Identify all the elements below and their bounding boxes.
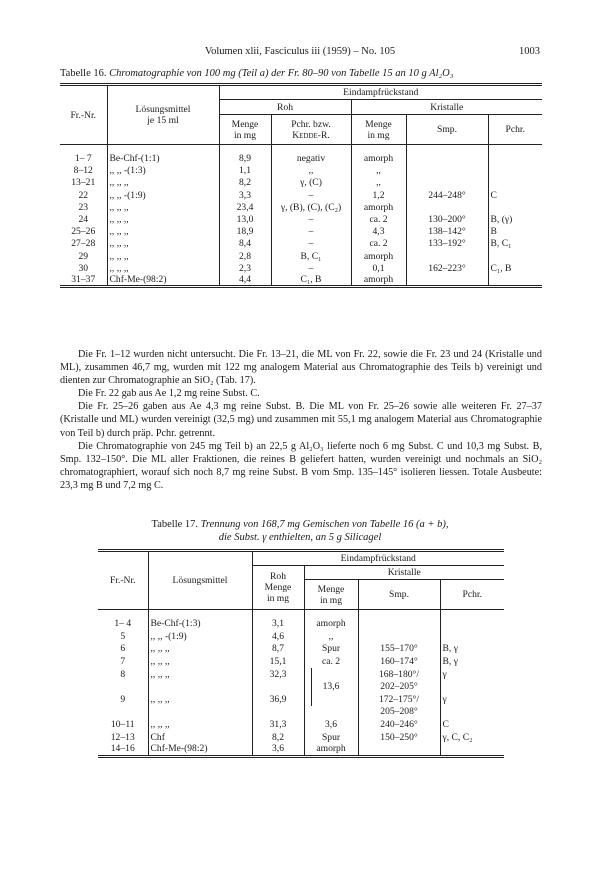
cell-pchr bbox=[488, 201, 542, 213]
t17-header-residue: Eindampfrückstand bbox=[252, 551, 504, 566]
cell-pchr bbox=[440, 743, 504, 756]
cell-fr: 25–26 bbox=[71, 226, 96, 238]
cell-smp: 138–142° bbox=[406, 226, 488, 238]
cell-pchr: C bbox=[440, 718, 504, 731]
cell-pchr bbox=[488, 177, 542, 189]
cell-fr: 14–16 bbox=[98, 743, 148, 756]
paragraph-1: Die Fr. 1–12 wurden nicht untersucht. Die Fr. 13–21, die ML von Fr. 22, sowie die Fr. 23 und 24 (Kristalle und ML), zusammen 46,7 mg, wurden mit 122 mg analogem Material aus Chromatographie des Teils b) vereinigt und dienten zur Chromatographie an SiO₂ (Tab. 17). bbox=[60, 349, 542, 387]
cell-solvent: ,, ,, ,, bbox=[107, 226, 219, 238]
cell-kedde: – bbox=[271, 213, 351, 225]
t16-header-fr: Fr.-Nr. bbox=[60, 85, 107, 145]
table-row bbox=[98, 706, 504, 719]
cell-fr bbox=[98, 706, 148, 719]
table-row bbox=[60, 213, 542, 225]
cell-fr: 10–11 bbox=[110, 719, 135, 731]
cell-kedde: negativ bbox=[271, 153, 351, 165]
cell-roh: 3,6 bbox=[252, 743, 304, 756]
cell-solvent: ,, ,, -(1:3) bbox=[107, 165, 219, 177]
cell-roh-menge: 8,9 bbox=[219, 153, 271, 165]
cell-kristall-menge: 0,1 bbox=[351, 262, 406, 274]
t17-header-fr: Fr.-Nr. bbox=[98, 551, 148, 610]
cell-kedde: B, C₁ bbox=[271, 250, 351, 262]
cell-kedde: ,, bbox=[271, 165, 351, 177]
cell-solvent: ,, ,, ,, bbox=[107, 238, 219, 250]
table16-caption-prefix: Tabelle 16. bbox=[60, 68, 107, 79]
t17-header-kristalle: Kristalle bbox=[304, 566, 504, 580]
cell-roh: 31,3 bbox=[252, 718, 304, 731]
cell-kristall-menge: amorph bbox=[304, 743, 358, 756]
running-header bbox=[60, 46, 540, 60]
table17 bbox=[98, 549, 504, 758]
table17-caption-prefix: Tabelle 17. bbox=[151, 519, 199, 530]
cell-solvent: Be-Chf-(1:3) bbox=[148, 618, 252, 631]
cell-smp: 162–223° bbox=[406, 262, 488, 274]
page-number: 1003 bbox=[519, 46, 540, 57]
t16-header-smp: Smp. bbox=[406, 115, 488, 145]
cell-smp: 133–192° bbox=[406, 238, 488, 250]
t17-header-roh bbox=[252, 566, 304, 610]
cell-smp bbox=[406, 201, 488, 213]
t16-header-pchr: Pchr. bbox=[488, 115, 542, 145]
paragraph-2: Die Fr. 22 gab aus Ae 1,2 mg reine Subst. C. bbox=[78, 388, 260, 400]
cell-roh-menge: 2,3 bbox=[219, 262, 271, 274]
cell-pchr: γ bbox=[440, 668, 504, 681]
cell-roh: 8,7 bbox=[252, 643, 304, 656]
cell-kristall-menge: 13,6 bbox=[304, 680, 358, 693]
table-row bbox=[98, 680, 504, 693]
cell-fr: 27–28 bbox=[71, 238, 96, 250]
t16-header-kristalle: Kristalle bbox=[351, 100, 542, 115]
cell-smp: 240–246° bbox=[358, 718, 440, 731]
cell-pchr bbox=[440, 680, 504, 693]
cell-pchr: B, (γ) bbox=[488, 213, 542, 225]
table-row bbox=[60, 274, 542, 287]
cell-kristall-menge bbox=[304, 693, 358, 706]
cell-fr: 6 bbox=[120, 643, 126, 655]
table-row bbox=[60, 262, 542, 274]
cell-roh-menge: 2,8 bbox=[219, 250, 271, 262]
paragraph-4: Die Chromatographie von 245 mg Teil b) an 22,5 g Al₂O₃ lieferte noch 6 mg Subst. C und 10,3 mg Subst. B, Smp. 132–150°. Die ML aller Fraktionen, die reines B geliefert hatten, wurden vereinigt und nochmals an SiO₂ chromatographiert, worauf sich noch 8,7 mg reine Subst. B vom Smp. 135–145° isolieren liessen. Totale Ausbeute: 23,3 mg B und 7,2 mg C. bbox=[60, 440, 542, 491]
cell-roh-menge: 3,3 bbox=[219, 189, 271, 201]
cell-solvent: ,, ,, -(1:9) bbox=[148, 630, 252, 643]
cell-fr: 22 bbox=[78, 189, 89, 201]
cell-smp bbox=[358, 630, 440, 643]
cell-solvent: ,, ,, ,, bbox=[107, 262, 219, 274]
cell-fr: 8 bbox=[120, 668, 126, 680]
table16-caption bbox=[60, 67, 540, 80]
cell-roh-menge: 4,4 bbox=[219, 274, 271, 287]
cell-pchr: B, γ bbox=[440, 655, 504, 668]
table17-caption-line2: die Subst. γ enthielten, an 5 g Silicagel bbox=[218, 532, 382, 543]
cell-roh-menge: 8,4 bbox=[219, 238, 271, 250]
cell-kristall-menge: ca. 2 bbox=[304, 655, 358, 668]
table17-caption-line1: Trennung von 168,7 mg Gemischen von Tabelle 16 (a + b), bbox=[200, 519, 449, 530]
cell-solvent bbox=[148, 680, 252, 693]
t17-header-menge-label: Menge bbox=[317, 583, 345, 595]
t17-header-roh-unit: in mg bbox=[266, 593, 290, 604]
t16-header-solvent bbox=[107, 85, 219, 145]
cell-fr: 1– 7 bbox=[74, 153, 92, 165]
cell-solvent: ,, ,, ,, bbox=[148, 718, 252, 731]
cell-roh: 8,2 bbox=[252, 731, 304, 744]
table-row bbox=[60, 238, 542, 250]
cell-pchr bbox=[488, 165, 542, 177]
cell-pchr: B, γ bbox=[440, 643, 504, 656]
cell-smp: 155–170° bbox=[358, 643, 440, 656]
cell-pchr bbox=[488, 250, 542, 262]
cell-kristall-menge: amorph bbox=[351, 201, 406, 213]
cell-pchr: C₁, B bbox=[488, 262, 542, 274]
table-row bbox=[60, 250, 542, 262]
cell-solvent: Chf bbox=[148, 731, 252, 744]
cell-roh: 4,6 bbox=[252, 630, 304, 643]
paragraph-3: Die Fr. 25–26 gaben aus Ae 4,3 mg reine Subst. B. Die ML von Fr. 25–26 sowie alle weiteren Fr. 27–37 (Kristalle und ML) wurden vereinigt (32,5 mg) und zusammen mit 55,1 mg analogem Material aus Chromatographie von Teil b) durch präp. Pchr. getrennt. bbox=[60, 401, 542, 439]
cell-kedde: – bbox=[271, 226, 351, 238]
cell-kristall-menge: Spur bbox=[304, 643, 358, 656]
t17-header-roh-label: Roh bbox=[270, 571, 286, 582]
cell-fr: 9 bbox=[120, 693, 126, 705]
t16-header-kedde bbox=[271, 115, 351, 145]
cell-kristall-menge: ,, bbox=[351, 165, 406, 177]
cell-roh bbox=[252, 706, 304, 719]
cell-kedde: γ, (C) bbox=[271, 177, 351, 189]
table-row bbox=[98, 643, 504, 656]
cell-kristall-menge: 3,6 bbox=[304, 718, 358, 731]
cell-solvent: ,, ,, ,, bbox=[148, 643, 252, 656]
cell-fr: 30 bbox=[78, 262, 89, 274]
table-row bbox=[60, 165, 542, 177]
journal-header: Volumen xlii, Fasciculus iii (1959) – No. 105 bbox=[204, 46, 396, 57]
cell-solvent bbox=[148, 706, 252, 719]
table-row bbox=[98, 693, 504, 706]
cell-fr: 13–21 bbox=[71, 177, 96, 189]
cell-smp: 130–200° bbox=[406, 213, 488, 225]
t17-header-menge bbox=[304, 580, 358, 610]
cell-roh: 3,1 bbox=[252, 618, 304, 631]
cell-smp: 172–175°/ bbox=[358, 693, 440, 706]
table-row bbox=[60, 226, 542, 238]
cell-kedde: C₁, B bbox=[271, 274, 351, 287]
cell-smp: 244–248° bbox=[406, 189, 488, 201]
cell-kristall-menge: ,, bbox=[351, 177, 406, 189]
t16-header-k-menge-unit: in mg bbox=[367, 129, 390, 141]
t17-header-smp: Smp. bbox=[358, 580, 440, 610]
cell-smp: 205–208° bbox=[358, 706, 440, 719]
cell-kristall-menge: ca. 2 bbox=[351, 213, 406, 225]
cell-fr: 29 bbox=[78, 250, 89, 262]
table-row bbox=[60, 201, 542, 213]
cell-kristall-menge bbox=[304, 706, 358, 719]
cell-roh: 15,1 bbox=[252, 655, 304, 668]
cell-fr bbox=[98, 680, 148, 693]
t16-header-kedde-line1: Pchr. bzw. bbox=[291, 118, 331, 130]
cell-kristall-menge: amorph bbox=[351, 250, 406, 262]
table-row bbox=[60, 189, 542, 201]
cell-smp bbox=[358, 743, 440, 756]
cell-solvent: ,, ,, -(1:9) bbox=[107, 189, 219, 201]
cell-smp bbox=[406, 250, 488, 262]
cell-roh-menge: 1,1 bbox=[219, 165, 271, 177]
cell-roh-menge: 23,4 bbox=[219, 201, 271, 213]
t17-header-solvent: Lösungsmittel bbox=[148, 551, 252, 610]
cell-kedde: – bbox=[271, 238, 351, 250]
cell-roh-menge: 13,0 bbox=[219, 213, 271, 225]
cell-fr: 24 bbox=[78, 214, 89, 226]
cell-kristall-menge: 1,2 bbox=[351, 189, 406, 201]
cell-smp bbox=[406, 153, 488, 165]
cell-pchr: γ, C, C₂ bbox=[440, 731, 504, 744]
cell-kristall-menge: amorph bbox=[351, 274, 406, 287]
cell-solvent: ,, ,, ,, bbox=[148, 655, 252, 668]
table-row bbox=[98, 630, 504, 643]
cell-kedde: γ, (B), (C), (C₂) bbox=[271, 201, 351, 213]
cell-fr: 8–12 bbox=[73, 165, 93, 177]
cell-fr: 5 bbox=[120, 630, 126, 642]
t17-header-pchr: Pchr. bbox=[440, 580, 504, 610]
cell-smp bbox=[358, 618, 440, 631]
table17-body bbox=[98, 618, 504, 757]
t16-header-roh: Roh bbox=[219, 100, 351, 115]
t16-header-residue: Eindampfrückstand bbox=[219, 85, 542, 100]
cell-smp: 202–205° bbox=[358, 680, 440, 693]
cell-fr: 12–13 bbox=[110, 731, 135, 743]
cell-roh: 36,9 bbox=[252, 693, 304, 706]
body-text bbox=[60, 348, 542, 492]
table16-body bbox=[60, 153, 542, 287]
cell-smp bbox=[406, 165, 488, 177]
cell-pchr bbox=[440, 618, 504, 631]
cell-fr: 23 bbox=[78, 201, 89, 213]
t17-header-menge-unit: in mg bbox=[319, 594, 343, 606]
t16-header-k-menge-label: Menge bbox=[365, 118, 392, 130]
cell-kristall-menge: ,, bbox=[304, 630, 358, 643]
cell-pchr bbox=[488, 153, 542, 165]
cell-pchr: γ bbox=[440, 693, 504, 706]
cell-solvent: ,, ,, ,, bbox=[107, 213, 219, 225]
cell-smp bbox=[406, 274, 488, 287]
cell-kristall-menge: amorph bbox=[351, 153, 406, 165]
table-row bbox=[98, 618, 504, 631]
t16-header-solvent-label: Lösungsmittel bbox=[135, 104, 191, 115]
t16-header-menge-unit: in mg bbox=[233, 129, 257, 141]
cell-pchr: B bbox=[488, 226, 542, 238]
table-row bbox=[98, 743, 504, 756]
cell-smp bbox=[406, 177, 488, 189]
cell-kristall-menge: 4,3 bbox=[351, 226, 406, 238]
t16-header-menge bbox=[219, 115, 271, 145]
cell-solvent: ,, ,, ,, bbox=[107, 201, 219, 213]
cell-solvent: Chf-Me-(98:2) bbox=[107, 274, 219, 287]
t16-header-k-menge bbox=[351, 115, 406, 145]
cell-roh-menge: 18,9 bbox=[219, 226, 271, 238]
cell-smp: 150–250° bbox=[358, 731, 440, 744]
cell-pchr bbox=[440, 630, 504, 643]
table-row bbox=[98, 668, 504, 681]
table16 bbox=[60, 83, 542, 288]
cell-fr: 7 bbox=[120, 656, 126, 668]
cell-kristall-menge: amorph bbox=[304, 618, 358, 631]
cell-solvent: Chf-Me-(98:2) bbox=[148, 743, 252, 756]
cell-pchr bbox=[488, 274, 542, 287]
cell-solvent: ,, ,, ,, bbox=[148, 693, 252, 706]
table-row bbox=[98, 655, 504, 668]
cell-fr: 31–37 bbox=[60, 274, 107, 287]
cell-solvent: ,, ,, ,, bbox=[107, 250, 219, 262]
cell-kedde: – bbox=[271, 262, 351, 274]
cell-kristall-menge: ca. 2 bbox=[351, 238, 406, 250]
table-row bbox=[60, 177, 542, 189]
table-row bbox=[98, 731, 504, 744]
cell-kristall-menge: Spur bbox=[304, 731, 358, 744]
t16-header-kedde-line2: Kedde-R. bbox=[292, 129, 330, 141]
cell-pchr: C bbox=[488, 189, 542, 201]
cell-fr: 1– 4 bbox=[114, 618, 132, 630]
cell-solvent: Be-Chf-(1:1) bbox=[107, 153, 219, 165]
t17-header-roh-menge: Menge bbox=[264, 582, 292, 593]
table16-caption-title: Chromatographie von 100 mg (Teil a) der Fr. 80–90 von Tabelle 15 an 10 g Al₂O₃ bbox=[109, 68, 454, 79]
cell-pchr bbox=[440, 706, 504, 719]
cell-solvent: ,, ,, ,, bbox=[148, 668, 252, 681]
cell-roh-menge: 8,2 bbox=[219, 177, 271, 189]
cell-solvent: ,, ,, ,, bbox=[107, 177, 219, 189]
cell-pchr: B, C₁ bbox=[488, 238, 542, 250]
table-row bbox=[98, 718, 504, 731]
cell-smp: 160–174° bbox=[358, 655, 440, 668]
table-row bbox=[60, 153, 542, 165]
cell-roh: 32,3 bbox=[252, 668, 304, 681]
cell-roh bbox=[252, 680, 304, 693]
t16-header-solvent-sub: je 15 ml bbox=[147, 115, 179, 126]
cell-kristall-menge bbox=[304, 668, 358, 681]
cell-kedde: – bbox=[271, 189, 351, 201]
t16-header-menge-label: Menge bbox=[231, 118, 259, 130]
table17-caption bbox=[60, 518, 540, 544]
cell-smp: 168–180°/ bbox=[358, 668, 440, 681]
